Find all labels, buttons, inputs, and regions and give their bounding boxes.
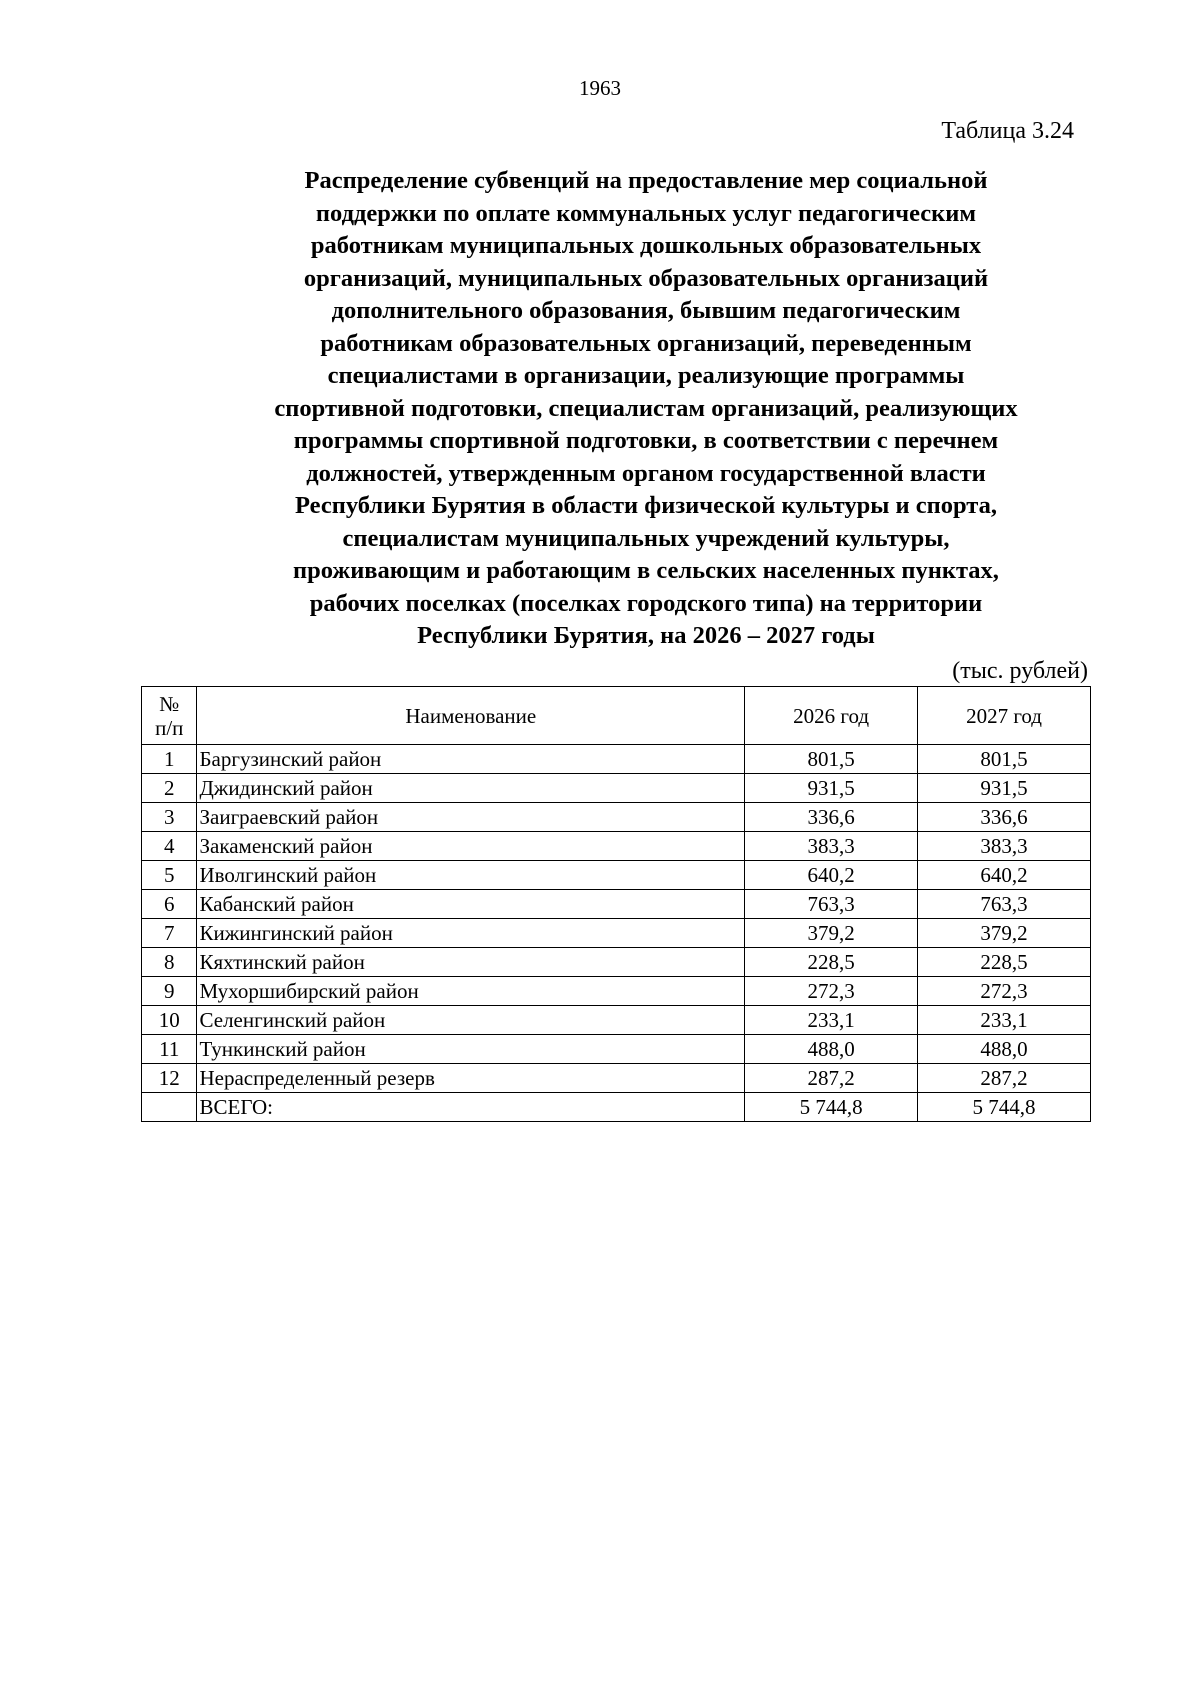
row-name: Нераспределенный резерв: [197, 1064, 745, 1093]
row-value-2026: 801,5: [745, 745, 918, 774]
title-line: работникам образовательных организаций, переведенным: [320, 329, 972, 357]
row-name: Селенгинский район: [197, 1006, 745, 1035]
title-line: работникам муниципальных дошкольных образовательных: [310, 232, 982, 259]
row-value-2026: 336,6: [745, 803, 918, 832]
table-row: [142, 948, 1091, 977]
row-number: 5: [142, 861, 197, 890]
table-row: [142, 1064, 1091, 1093]
row-number: 11: [142, 1035, 197, 1064]
row-number: 4: [142, 832, 197, 861]
title-line: Республики Бурятия в области физической культуры и спорта,: [295, 492, 997, 519]
table-total-row: [142, 1093, 1091, 1122]
row-value-2026: 272,3: [745, 977, 918, 1006]
row-value-2026: 488,0: [745, 1035, 918, 1064]
row-value-2027: 801,5: [918, 745, 1091, 774]
row-name: Закаменский район: [197, 832, 745, 861]
row-value-2026: 228,5: [745, 948, 918, 977]
table-label: Таблица 3.24: [941, 118, 1074, 144]
total-label: ВСЕГО:: [197, 1093, 745, 1122]
row-value-2026: 287,2: [745, 1064, 918, 1093]
row-number: 10: [142, 1006, 197, 1035]
row-value-2027: 228,5: [918, 948, 1091, 977]
table-row: [142, 861, 1091, 890]
header-number-line1: №: [159, 691, 180, 716]
row-value-2027: 287,2: [918, 1064, 1091, 1093]
table-body: [142, 745, 1091, 1122]
row-value-2026: 640,2: [745, 861, 918, 890]
row-value-2027: 640,2: [918, 861, 1091, 890]
table-row: [142, 1035, 1091, 1064]
row-name: Мухоршибирский район: [197, 977, 745, 1006]
title-line: проживающим и работающим в сельских населенных пунктах,: [293, 557, 999, 584]
row-number: 7: [142, 919, 197, 948]
title-line: Распределение субвенций на предоставление мер социальной: [304, 167, 988, 194]
header-number: [142, 687, 197, 745]
title-line: программы спортивной подготовки, в соответствии с перечнем: [293, 427, 999, 454]
title-line: Республики Бурятия, на 2026 – 2027 годы: [417, 622, 875, 649]
row-number: 1: [142, 745, 197, 774]
row-value-2027: 488,0: [918, 1035, 1091, 1064]
row-number: 8: [142, 948, 197, 977]
row-number: 6: [142, 890, 197, 919]
units-note: (тыс. рублей): [952, 658, 1088, 684]
header-number-line2: п/п: [155, 715, 184, 740]
table-row: [142, 803, 1091, 832]
table-row: [142, 745, 1091, 774]
subsidy-table: [141, 686, 1091, 1122]
row-value-2026: 379,2: [745, 919, 918, 948]
row-value-2026: 233,1: [745, 1006, 918, 1035]
row-value-2026: 763,3: [745, 890, 918, 919]
header-year-2027: 2027 год: [918, 687, 1091, 745]
row-value-2027: 379,2: [918, 919, 1091, 948]
row-number: 2: [142, 774, 197, 803]
title-line: спортивной подготовки, специалистам организаций, реализующих: [274, 394, 1018, 422]
row-value-2026: 931,5: [745, 774, 918, 803]
row-value-2027: 336,6: [918, 803, 1091, 832]
total-value-2026: 5 744,8: [745, 1093, 918, 1122]
row-value-2027: 931,5: [918, 774, 1091, 803]
total-number: [142, 1093, 197, 1122]
row-name: Заиграевский район: [197, 803, 745, 832]
total-value-2027: 5 744,8: [918, 1093, 1091, 1122]
row-name: Кяхтинский район: [197, 948, 745, 977]
row-name: Иволгинский район: [197, 861, 745, 890]
title-line: специалистами в организации, реализующие программы: [327, 362, 965, 389]
row-value-2026: 383,3: [745, 832, 918, 861]
title-line: организаций, муниципальных образовательных организаций: [303, 264, 989, 292]
row-name: Джидинский район: [197, 774, 745, 803]
row-name: Баргузинский район: [197, 745, 745, 774]
row-name: Кабанский район: [197, 890, 745, 919]
row-number: 12: [142, 1064, 197, 1093]
row-value-2027: 763,3: [918, 890, 1091, 919]
row-value-2027: 383,3: [918, 832, 1091, 861]
title-line: должностей, утвержденным органом государственной власти: [306, 459, 986, 487]
title-line: рабочих поселках (поселках городского типа) на территории: [309, 589, 983, 617]
row-number: 9: [142, 977, 197, 1006]
table-row: [142, 890, 1091, 919]
row-value-2027: 272,3: [918, 977, 1091, 1006]
page-number: 1963: [579, 76, 621, 100]
table-row: [142, 977, 1091, 1006]
table-row: [142, 919, 1091, 948]
title-line: специалистам муниципальных учреждений культуры,: [342, 524, 950, 552]
table-title: [206, 165, 1086, 653]
row-value-2027: 233,1: [918, 1006, 1091, 1035]
title-line: поддержки по оплате коммунальных услуг педагогическим: [315, 199, 977, 227]
row-number: 3: [142, 803, 197, 832]
table-header-row: [142, 687, 1091, 745]
header-year-2026: 2026 год: [745, 687, 918, 745]
table-row: [142, 1006, 1091, 1035]
header-name: Наименование: [197, 687, 745, 745]
row-name: Тункинский район: [197, 1035, 745, 1064]
table-row: [142, 832, 1091, 861]
title-line: дополнительного образования, бывшим педагогическим: [331, 297, 961, 324]
table-row: [142, 774, 1091, 803]
row-name: Кижингинский район: [197, 919, 745, 948]
